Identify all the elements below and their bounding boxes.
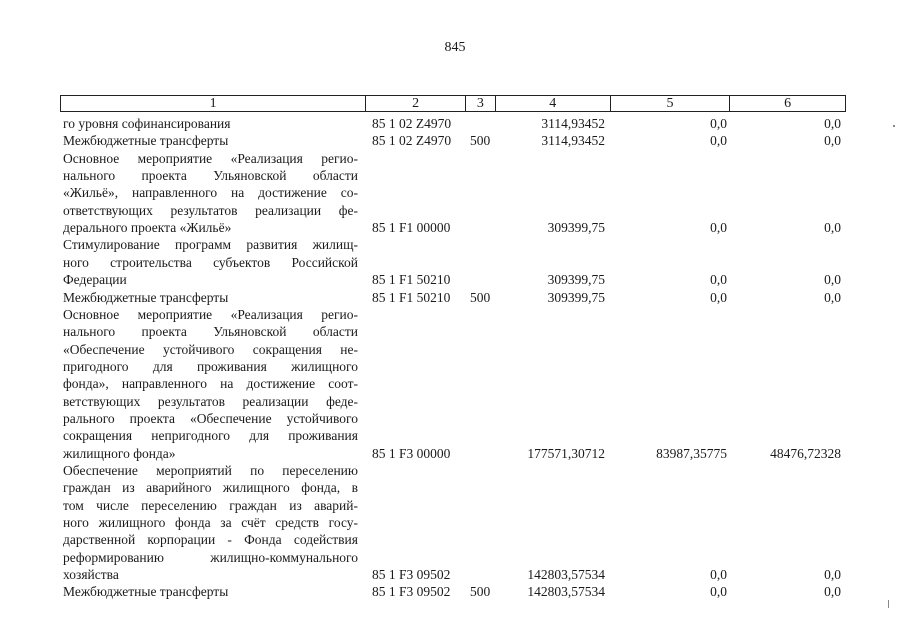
line-code: 85 1 F3 00000 bbox=[372, 445, 451, 461]
line-col-4: 142803,57534 bbox=[527, 584, 605, 600]
table-line bbox=[0, 202, 905, 219]
line-col-5: 0,0 bbox=[710, 116, 727, 131]
table-line bbox=[0, 549, 905, 566]
line-col-6: 48476,72328 bbox=[770, 445, 841, 461]
table-line bbox=[0, 583, 905, 600]
line-text: Межбюджетные трансферты bbox=[63, 133, 229, 149]
line-code: 85 1 F3 09502 bbox=[372, 584, 451, 600]
line-col-6: 0,0 bbox=[824, 272, 841, 288]
table-line bbox=[0, 514, 905, 531]
line-text: Основное мероприятие «Реализация регио- bbox=[63, 150, 358, 166]
line-code: 85 1 F1 50210 bbox=[372, 272, 451, 288]
line-col-5: 0,0 bbox=[710, 567, 727, 583]
line-col-6: 0,0 bbox=[824, 116, 841, 131]
table-line bbox=[0, 531, 905, 548]
page-number: 845 bbox=[444, 40, 466, 55]
line-col-5: 0,0 bbox=[710, 289, 727, 305]
table-header bbox=[60, 95, 846, 112]
line-text: нального проекта Ульяновской области bbox=[63, 168, 358, 184]
line-text: Межбюджетные трансферты bbox=[63, 584, 229, 600]
line-text: том числе переселению граждан из аварий- bbox=[63, 497, 358, 513]
line-col-5: 0,0 bbox=[710, 272, 727, 288]
header-col-2: 2 bbox=[365, 96, 465, 111]
line-col-6: 0,0 bbox=[824, 567, 841, 583]
table-line bbox=[0, 341, 905, 358]
table-line bbox=[0, 358, 905, 375]
line-col-5: 0,0 bbox=[710, 133, 727, 149]
line-text: нального проекта Ульяновской области bbox=[63, 324, 358, 340]
table-line bbox=[0, 393, 905, 410]
line-text: ответствующих результатов реализации фе- bbox=[63, 202, 358, 218]
line-text: граждан из аварийного жилищного фонда, в bbox=[63, 480, 358, 496]
line-text: ного строительства субъектов Российской bbox=[63, 254, 358, 270]
table-line bbox=[0, 323, 905, 340]
line-vr: 500 bbox=[470, 289, 491, 305]
line-col-6: 0,0 bbox=[824, 133, 841, 149]
table-line bbox=[0, 236, 905, 253]
table-line bbox=[0, 184, 905, 201]
table-line bbox=[0, 271, 905, 288]
table-line bbox=[0, 462, 905, 479]
line-vr: 500 bbox=[470, 133, 491, 149]
line-text: дерального проекта «Жильё» bbox=[63, 220, 232, 236]
table-line bbox=[0, 306, 905, 323]
line-text: жилищного фонда» bbox=[63, 445, 176, 461]
line-col-4: 309399,75 bbox=[547, 220, 605, 236]
table-line bbox=[0, 115, 905, 132]
line-col-6: 0,0 bbox=[824, 584, 841, 600]
header-col-3: 3 bbox=[465, 96, 495, 111]
line-text: Федерации bbox=[63, 272, 127, 288]
line-text: сокращения непригодного для проживания bbox=[63, 428, 358, 444]
line-code: 85 1 F1 50210 bbox=[372, 289, 451, 305]
line-text: «Обеспечение устойчивого сокращения не- bbox=[63, 341, 358, 357]
line-text: дарственной корпорации - Фонда содействия bbox=[63, 532, 358, 548]
line-col-4: 3114,93452 bbox=[541, 133, 605, 149]
line-code: 85 1 F1 00000 bbox=[372, 220, 451, 236]
line-col-5: 0,0 bbox=[710, 220, 727, 236]
line-code: 85 1 02 Z4970 bbox=[372, 116, 452, 131]
line-col-4: 142803,57534 bbox=[527, 567, 605, 583]
table-line bbox=[0, 497, 905, 514]
line-text: реформированию жилищно-коммунального bbox=[63, 549, 358, 565]
table-line bbox=[0, 150, 905, 167]
line-col-6: 0,0 bbox=[824, 289, 841, 305]
line-text: пригодного для проживания жилищного bbox=[63, 358, 358, 374]
header-col-1: 1 bbox=[209, 96, 217, 111]
table-line bbox=[0, 375, 905, 392]
table-line bbox=[0, 479, 905, 496]
line-text: «Жильё», направленного на достижение со- bbox=[63, 185, 358, 201]
line-col-5: 0,0 bbox=[710, 584, 727, 600]
line-col-6: 0,0 bbox=[824, 220, 841, 236]
header-col-6: 6 bbox=[729, 96, 845, 111]
line-code: 85 1 F3 09502 bbox=[372, 567, 451, 583]
table-line bbox=[0, 445, 905, 462]
table-line bbox=[0, 254, 905, 271]
line-text: рального проекта «Обеспечение устойчивого bbox=[63, 410, 358, 426]
line-col-4: 177571,30712 bbox=[527, 445, 605, 461]
line-text: фонда», направленного на достижение соот- bbox=[63, 376, 358, 392]
line-col-4: 3114,93452 bbox=[541, 116, 605, 131]
line-text: го уровня софинансирования bbox=[63, 116, 231, 131]
header-col-5: 5 bbox=[610, 96, 730, 111]
table-line bbox=[0, 427, 905, 444]
table-line bbox=[0, 289, 905, 306]
line-text: Межбюджетные трансферты bbox=[63, 289, 229, 305]
header-col-4: 4 bbox=[495, 96, 610, 111]
table-line bbox=[0, 132, 905, 149]
line-text: хозяйства bbox=[63, 567, 119, 583]
line-vr: 500 bbox=[470, 584, 491, 600]
line-text: ного жилищного фонда за счёт средств госу- bbox=[63, 515, 358, 531]
table-line bbox=[0, 219, 905, 236]
line-col-4: 309399,75 bbox=[547, 289, 605, 305]
line-code: 85 1 02 Z4970 bbox=[372, 133, 452, 149]
line-text: Основное мероприятие «Реализация регио- bbox=[63, 306, 358, 322]
line-text: ветствующих результатов реализации феде- bbox=[63, 393, 358, 409]
table-line bbox=[0, 410, 905, 427]
table-line bbox=[0, 167, 905, 184]
scan-speck bbox=[893, 125, 895, 127]
line-col-4: 309399,75 bbox=[547, 272, 605, 288]
line-col-5: 83987,35775 bbox=[656, 445, 727, 461]
line-text: Стимулирование программ развития жилищ- bbox=[63, 237, 358, 253]
table-line bbox=[0, 566, 905, 583]
line-text: Обеспечение мероприятий по переселению bbox=[63, 463, 358, 478]
scan-speck bbox=[888, 600, 889, 608]
